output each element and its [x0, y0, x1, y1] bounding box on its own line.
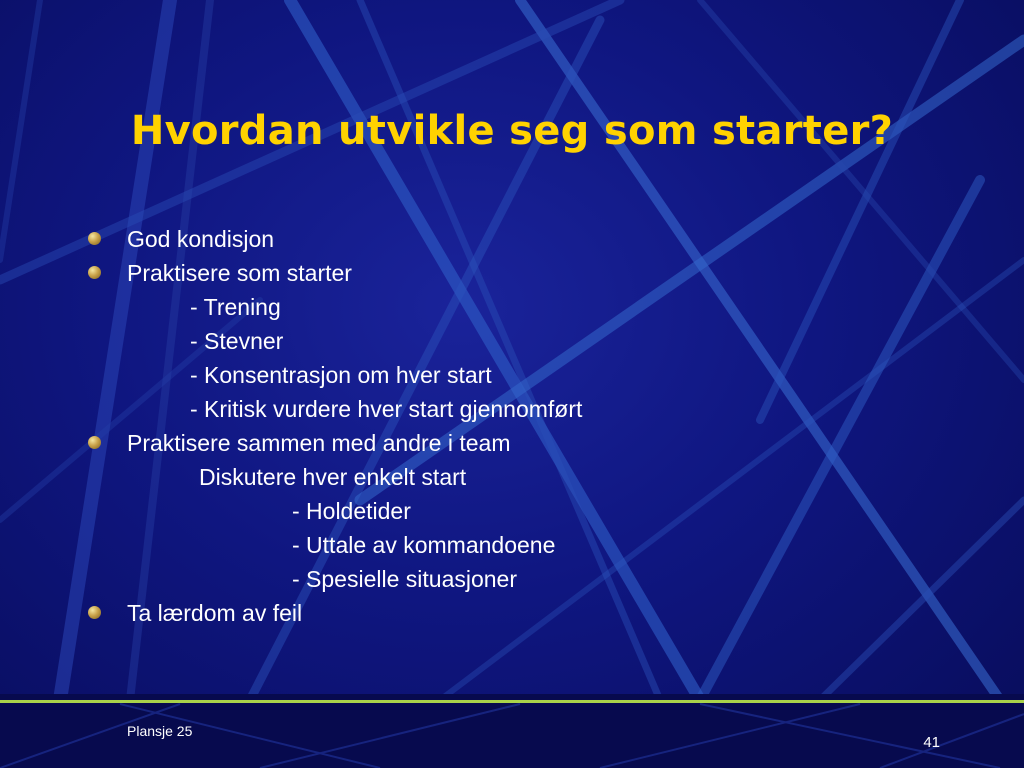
list-item: Ta lærdom av feil	[127, 600, 303, 626]
list-item: - Trening	[190, 294, 281, 320]
list-item: - Spesielle situasjoner	[292, 566, 518, 592]
list-item: - Holdetider	[292, 498, 411, 524]
list-item: Diskutere hver enkelt start	[199, 464, 467, 490]
list-item: Praktisere sammen med andre i team	[127, 430, 511, 456]
bullet-icon	[88, 606, 101, 619]
list-item: - Uttale av kommandoene	[292, 532, 556, 558]
list-item: - Stevner	[190, 328, 284, 354]
bullet-icon	[88, 232, 101, 245]
slide-title: Hvordan utvikle seg som starter?	[130, 108, 894, 154]
page-number: 41	[923, 734, 940, 751]
list-item: Praktisere som starter	[127, 260, 352, 286]
footer-divider	[0, 700, 1024, 703]
bullet-icon	[88, 436, 101, 449]
list-item: - Kritisk vurdere hver start gjennomført	[190, 396, 583, 422]
bullet-icon	[88, 266, 101, 279]
footer-label: Plansje 25	[127, 723, 193, 739]
list-item: God kondisjon	[127, 226, 275, 252]
list-item: - Konsentrasjon om hver start	[190, 362, 492, 388]
